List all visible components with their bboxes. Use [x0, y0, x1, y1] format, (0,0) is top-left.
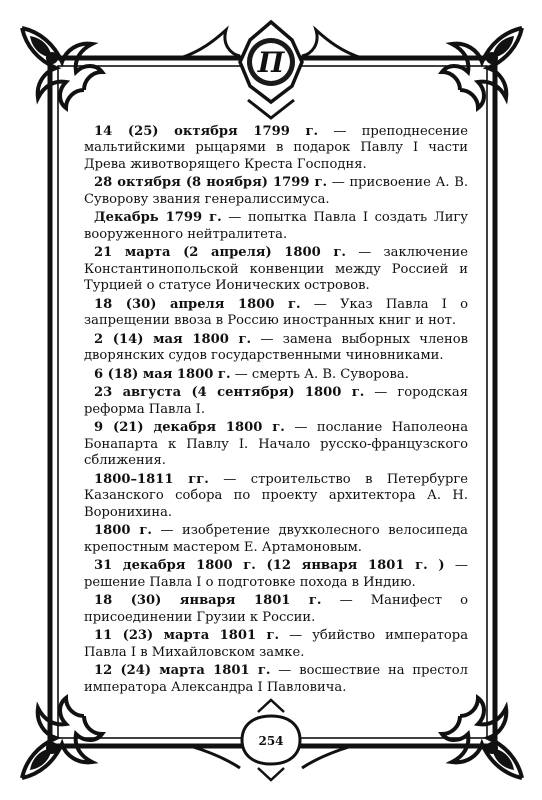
entry-text: — присвоение А. В. Суворову звания генералиссимуса. [84, 175, 468, 207]
chronology-entry [84, 332, 468, 365]
entry-date: 1800 г. [94, 523, 152, 539]
entry-text: — строительство в Петербурге Казанского собора по проекту архитектора А. Н. Воронихина. [84, 471, 468, 520]
entry-date: 18 (30) января 1801 г. [94, 593, 322, 609]
chronology-entry [84, 245, 468, 294]
chronology-entry [84, 472, 468, 521]
monogram-letter: П [257, 46, 285, 79]
entry-date: Декабрь 1799 г. [94, 210, 222, 226]
chronology-entry [84, 420, 468, 469]
chronology-entry [84, 385, 468, 418]
entry-date: 11 (23) марта 1801 г. [94, 628, 280, 644]
chronology-entry [84, 210, 468, 243]
chronology-entry [84, 367, 468, 383]
entry-text: — городская реформа Павла I. [84, 385, 468, 417]
corner-ornament-top-left [22, 28, 102, 108]
chronology-entry [84, 558, 468, 591]
entry-date: 1800–1811 гг. [94, 471, 209, 487]
chronology-entry [84, 523, 468, 556]
entry-text: — заключение Константинопольской конвенции между Россией и Турцией о статусе Ионических островов. [84, 245, 468, 294]
entry-date: 9 (21) декабря 1800 г. [94, 420, 285, 436]
page-number: 254 [258, 734, 284, 748]
entry-text: — восшествие на престол императора Александра I Павловича. [84, 663, 468, 695]
entry-text: — убийство императора Павла I в Михайловском замке. [84, 628, 468, 660]
entry-text: — Манифест о присоединении Грузии к России. [84, 593, 468, 625]
entry-date: 21 марта (2 апреля) 1800 г. [94, 245, 346, 261]
entry-date: 14 (25) октября 1799 г. [94, 124, 319, 139]
entry-date: 6 (18) мая 1800 г. [94, 366, 231, 382]
entry-text: — решение Павла I о подготовке похода в Индию. [84, 558, 468, 590]
chronology-entry [84, 175, 468, 208]
chronology-entry [84, 297, 468, 330]
entry-date: 23 августа (4 сентября) 1800 г. [94, 385, 365, 401]
entry-text: — преподнесение мальтийскими рыцарями в подарок Павлу I части Древа животворящего Креста Господня. [84, 124, 468, 172]
entry-date: 12 (24) марта 1801 г. [94, 663, 271, 679]
chronology-entry [84, 124, 468, 173]
entry-text: — замена выборных членов дворянских судов государственными чиновниками. [84, 331, 468, 364]
entry-date: 18 (30) апреля 1800 г. [94, 296, 301, 312]
entry-text: — послание Наполеона Бонапарта к Павлу I. Начало русско-французского сближения. [84, 420, 469, 469]
chronology-entry [84, 593, 468, 626]
chronology-entry [84, 628, 468, 661]
entry-text: — смерть А. В. Суворова. [230, 366, 409, 382]
chronology-entry [84, 663, 468, 696]
chronology-text [84, 124, 468, 698]
entry-date: 31 декабря 1800 г. (12 января 1801 г. ) [94, 558, 445, 574]
entry-text: — попытка Павла I создать Лигу вооруженного нейтралитета. [84, 210, 468, 242]
entry-date: 28 октября (8 ноября) 1799 г. [94, 175, 328, 191]
corner-ornament-top-right [442, 28, 522, 108]
entry-text: — изобретение двухколесного велосипеда крепостным мастером Е. Артамоновым. [84, 523, 468, 555]
entry-text: — Указ Павла I о запрещении ввоза в Россию иностранных книг и нот. [84, 296, 468, 329]
entry-date: 2 (14) мая 1800 г. [94, 331, 252, 347]
